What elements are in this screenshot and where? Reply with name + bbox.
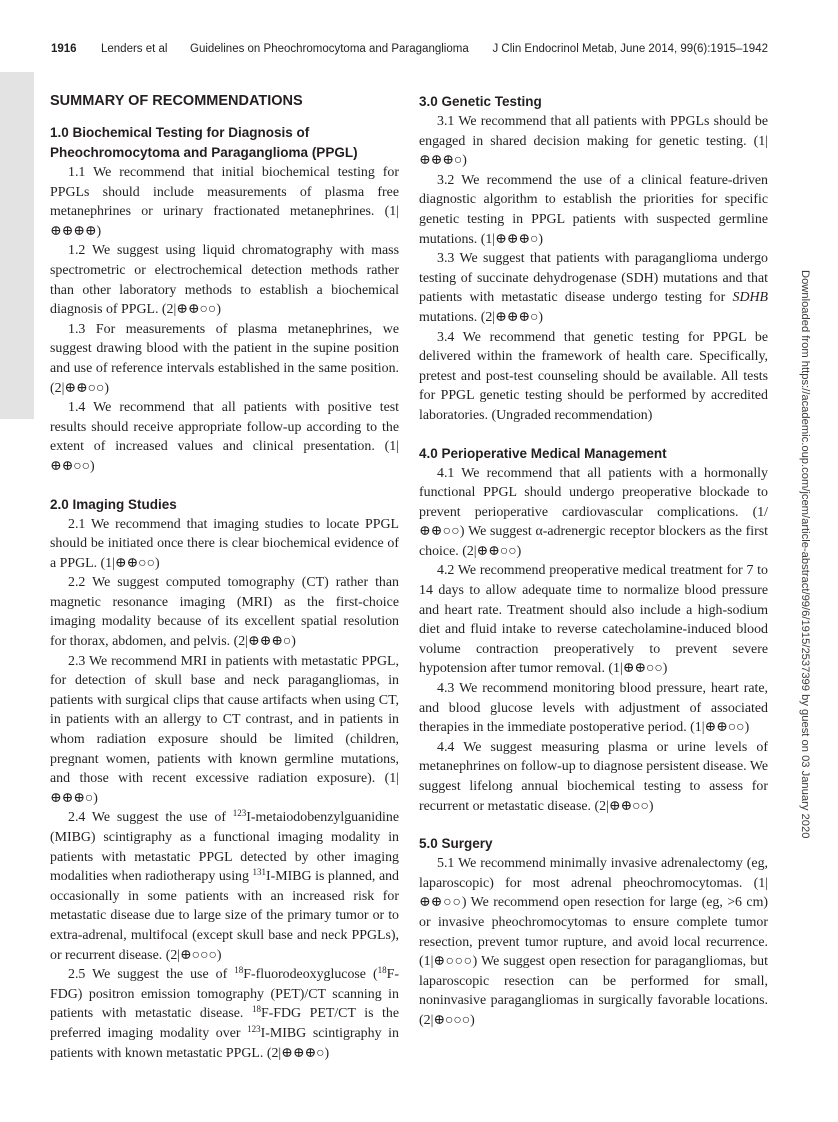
recommendation-4-1: 4.1 We recommend that all patients with a hormonally functional PPGL should undergo preoperative blockade to prevent perioperative cardiovascular complications. (1/⊕⊕○○) We suggest α-adrenergic receptor blockers as the first choice. (2|⊕⊕○○) [419, 465, 768, 559]
recommendation-2-1: 2.1 We recommend that imaging studies to locate PPGL should be initiated once there is clear biochemical evidence of a PPGL. (1|⊕⊕○○) [50, 516, 399, 571]
recommendation-3-1: 3.1 We recommend that all patients with PPGLs should be engaged in shared decision making for genetic testing. (1|⊕⊕⊕○) [419, 114, 768, 169]
header-title: Guidelines on Pheochromocytoma and Paraganglioma [190, 43, 469, 55]
rec-2-5-text-c: F-FDG) positron emission tomography (PET)/CT scanning in patients with metastatic disease. [50, 967, 400, 1022]
rec-2-4-text-b: I-metaiodobenzylguanidine (MIBG) scintigraphy as a functional imaging modality in patients with metastatic PPGL detected by other imaging modalities when radiotherapy using [50, 810, 399, 885]
recommendation-1-1: 1.1 We recommend that initial biochemical testing for PPGLs should include measurements of plasma free metanephrines or urinary fractionated metanephrines. (1|⊕⊕⊕⊕) [50, 165, 399, 239]
rec-2-5-sup-1: 18 [234, 965, 244, 976]
rec-2-5-sup-4: 123 [247, 1023, 261, 1034]
header-journal: J Clin Endocrinol Metab, June 2014, 99(6):1915–1942 [492, 43, 768, 55]
rec-3-3-text-a: 3.3 We suggest that patients with paraganglioma undergo testing of succinate dehydrogenase (SDH) mutations and that patients with metastatic disease undergo testing for [419, 251, 768, 306]
rec-2-4-text-a: 2.4 We suggest the use of [68, 810, 233, 826]
section-heading-surgery: 5.0 Surgery [419, 836, 493, 852]
recommendation-2-4 [50, 808, 399, 965]
rec-3-3-gene-italic: SDHB [732, 290, 768, 306]
recommendation-2-2: 2.2 We suggest computed tomography (CT) rather than magnetic resonance imaging (MRI) as the first-choice imaging modality because of its excellent spatial resolution for thorax, abdomen, and pelvis. (2|⊕⊕⊕○) [50, 575, 399, 650]
rec-2-5-text-b: F-fluorodeoxyglucose ( [243, 967, 378, 983]
recommendation-3-3 [419, 249, 768, 327]
recommendation-2-3: 2.3 We recommend MRI in patients with metastatic PPGL, for detection of skull base and neck paragangliomas, in patients with surgical clips that cause artifacts when using CT, in patients with an allergy to CT contrast, and in patients in whom radiation exposure should be limited (children, pregnant women, patients with known germline mutations, and those with recent excessive radiation exposure). (1|⊕⊕⊕○) [50, 653, 399, 806]
download-watermark [793, 270, 813, 860]
section-heading-genetic: 3.0 Genetic Testing [419, 94, 542, 109]
left-column [50, 92, 399, 1063]
rec-2-5-sup-3: 18 [251, 1004, 261, 1015]
page-number: 1916 [51, 43, 77, 55]
side-tab-bar [0, 72, 34, 419]
recommendation-3-2: 3.2 We recommend the use of a clinical feature-driven diagnostic algorithm to establish the priorities for specific genetic testing in PPGL patients with suspected germline mutations. (1|⊕⊕⊕○) [419, 172, 768, 247]
recommendation-4-2: 4.2 We recommend preoperative medical treatment for 7 to 14 days to allow adequate time to normalize blood pressure and heart rate. Treatment should also include a high-sodium diet and fluid intake to reverse catecholamine-induced blood volume contraction preoperatively to prevent severe hypotension after tumor removal. (1|⊕⊕○○) [419, 563, 768, 677]
rec-2-4-text-c: I-MIBG is planned, and occasionally in some patients with an increased risk for metastatic disease due to large size of the primary tumor or to extra-adrenal, multifocal (except skull base and neck PPGLs), or recurrent disease. (2|⊕○○○) [50, 869, 399, 963]
section-heading-imaging: 2.0 Imaging Studies [50, 496, 177, 512]
section-heading-biochemical: 1.0 Biochemical Testing for Diagnosis of Pheochromocytoma and Paraganglioma (PPGL) [50, 125, 358, 160]
header-authors: Lenders et al [101, 43, 168, 55]
recommendation-4-4: 4.4 We suggest measuring plasma or urine levels of metanephrines on follow-up to diagnose persistent disease. We suggest lifelong annual biochemical testing to assess for recurrent or metastatic disease. (2|⊕⊕○○) [419, 739, 768, 814]
rec-2-5-text-a: 2.5 We suggest the use of [68, 967, 235, 983]
rec-2-5-sup-2: 18 [377, 965, 387, 976]
recommendation-2-5 [50, 965, 399, 1063]
rec-2-4-sup-2: 131 [252, 867, 267, 878]
recommendation-1-3: 1.3 For measurements of plasma metanephrines, we suggest drawing blood with the patient in the supine position and use of reference intervals established in the same position. (2|⊕⊕○○) [50, 321, 399, 396]
recommendation-1-2: 1.2 We suggest using liquid chromatography with mass spectrometric or electrochemical detection methods rather than other laboratory methods to establish a biochemical diagnosis of PPGL. (2|⊕⊕○○) [50, 243, 399, 318]
running-header [51, 43, 768, 63]
rec-2-5-text-e: I-MIBG scintigraphy in patients with known metastatic PPGL. (2|⊕⊕⊕○) [50, 1025, 399, 1061]
recommendation-5-1: 5.1 We recommend minimally invasive adrenalectomy (eg, laparoscopic) for most adrenal pheochromocytomas. (1|⊕⊕○○) We recommend open resection for large (eg, >6 cm) or invasive pheochromocytomas to ensure complete tumor resection, prevent tumor rupture, and avoid local recurrence. (1|⊕○○○) We suggest open resection for paragangliomas, but laparoscopic resection can be performed for small, noninvasive paragangliomas in surgically favorable locations. (2|⊕○○○) [419, 856, 768, 1028]
summary-title: SUMMARY OF RECOMMENDATIONS [50, 93, 303, 109]
rec-3-3-text-b: mutations. (2|⊕⊕⊕○) [419, 309, 544, 325]
recommendation-3-4: 3.4 We recommend that genetic testing for PPGL be delivered within the framework of health care. Specifically, pretest and post-test counseling should be available. All tests for PPGL genetic testing should be performed by accredited laboratories. (Ungraded recommendation) [419, 329, 768, 423]
recommendation-1-4: 1.4 We recommend that all patients with positive test results should receive appropriate follow-up according to the extent of increased values and clinical presentation. (1|⊕⊕○○) [50, 400, 399, 474]
recommendation-4-3: 4.3 We recommend monitoring blood pressure, heart rate, and blood glucose levels with adjustment of associated therapies in the immediate postoperative period. (1|⊕⊕○○) [419, 681, 768, 736]
right-column [419, 92, 768, 1031]
section-heading-perioperative: 4.0 Perioperative Medical Management [419, 445, 667, 461]
watermark-text: Downloaded from https://academic.oup.com/jcem/article-abstract/99/6/1915/2537399 by guest on 03 January 2020 [799, 270, 811, 839]
rec-2-4-sup-1: 123 [232, 808, 247, 819]
rec-2-5-text-d: F-FDG PET/CT is the preferred imaging modality over [50, 1006, 399, 1041]
